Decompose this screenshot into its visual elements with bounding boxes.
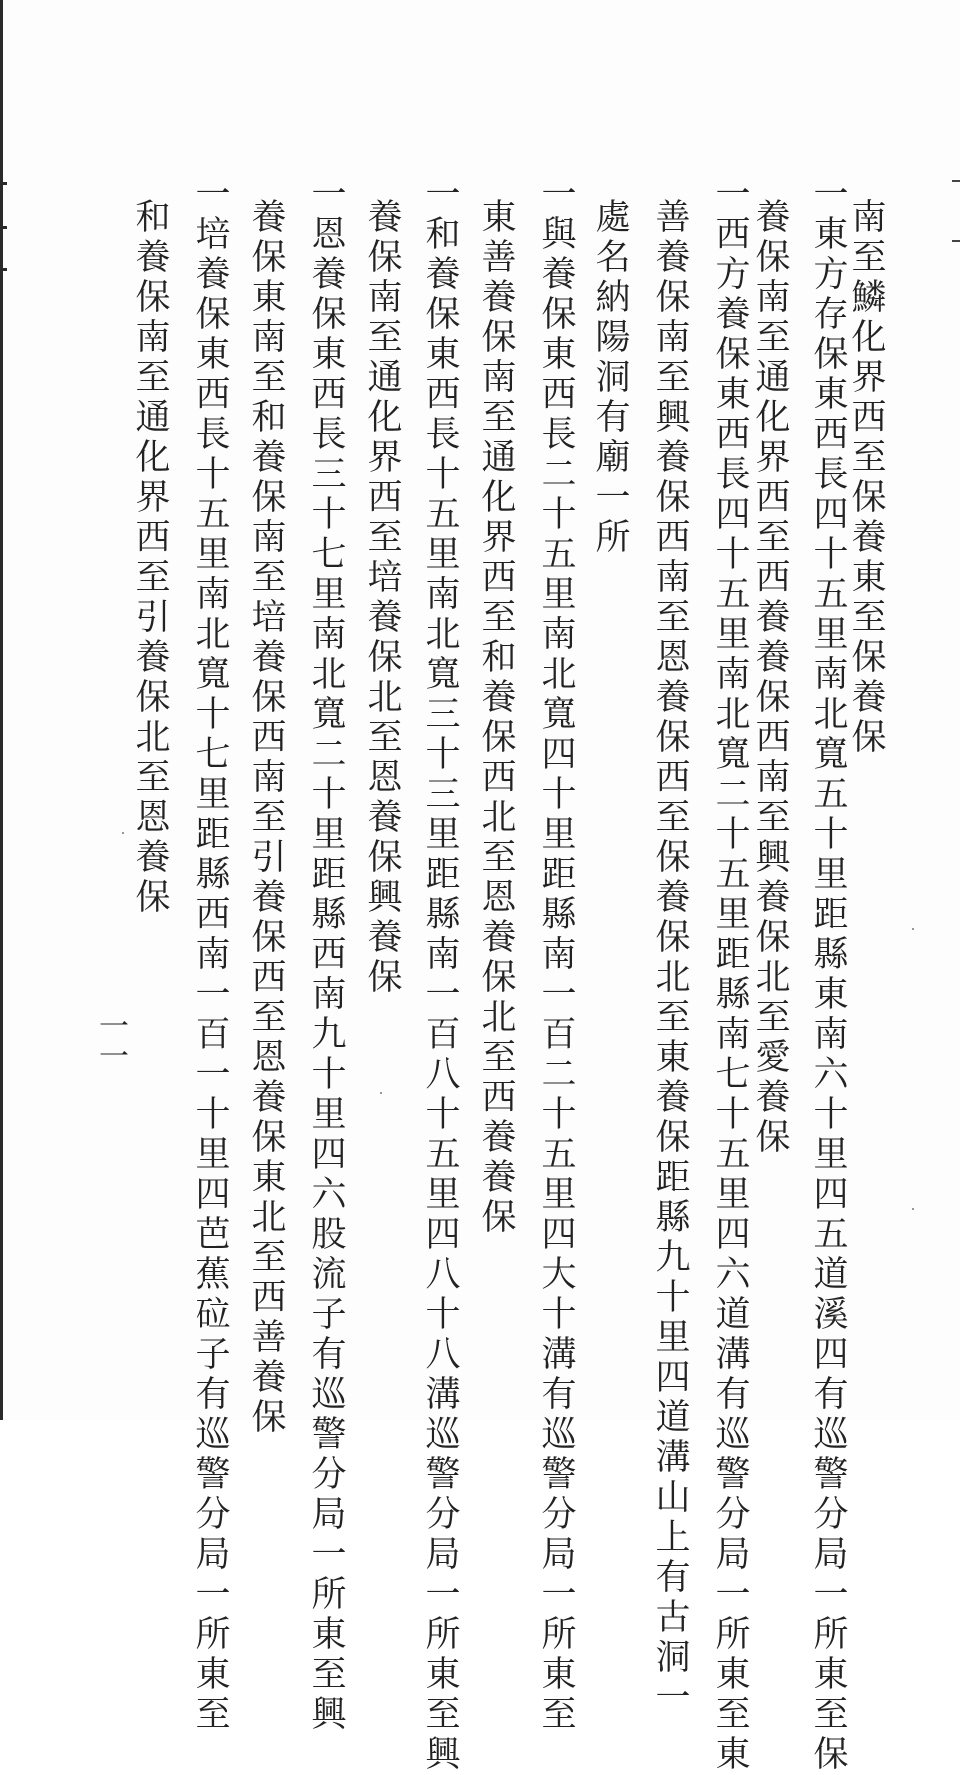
paper-speck	[380, 1092, 382, 1094]
text-column-7: 一與養保東西長二十五里南北寬四十里距縣南一百二十五里四大十溝有巡警分局一所東至	[536, 175, 576, 1735]
text-column-10: 養保南至通化界西至培養保北至恩養保興養保	[362, 198, 402, 998]
edge-mark	[952, 180, 960, 182]
text-column-3: 養保南至通化界西至西養養保西南至興養保北至愛養保	[750, 198, 790, 1158]
text-column-9: 一和養保東西長十五里南北寬三十三里距縣南一百八十五里四八十八溝巡警分局一所東至興	[420, 175, 460, 1775]
binding-mark	[3, 182, 7, 185]
text-column-11: 一恩養保東西長三十七里南北寬二十里距縣西南九十里四六股流子有巡警分局一所東至興	[306, 175, 346, 1735]
text-column-13: 一培養保東西長十五里南北寬十七里距縣西南一百一十里四芭蕉砬子有巡警分局一所東至	[190, 175, 230, 1735]
text-column-1: 南至鱗化界西至保養東至保養保	[846, 198, 886, 758]
text-column-6: 處名納陽洞有廟一所	[590, 198, 630, 558]
page-number: 一一	[93, 1010, 128, 1070]
page-binding-edge	[0, 0, 3, 1420]
text-column-5: 善養保南至興養保西南至恩養保西至保養保北至東養保距縣九十里四道溝山上有古洞一	[650, 198, 690, 1718]
text-column-12: 養保東南至和養保南至培養保西南至引養保西至恩養保東北至西善養保	[246, 198, 286, 1438]
binding-mark	[3, 226, 7, 229]
binding-mark	[3, 268, 7, 271]
paper-speck	[912, 928, 914, 930]
text-column-14: 和養保南至通化界西至引養保北至恩養保	[130, 198, 170, 918]
edge-mark	[952, 240, 960, 242]
text-column-8: 東善養保南至通化界西至和養保西北至恩養保北至西養養保	[476, 198, 516, 1238]
paper-speck	[912, 1208, 914, 1210]
paper-speck	[122, 832, 124, 834]
text-column-4: 一西方養保東西長四十五里南北寬二十五里距縣南七十五里四六道溝有巡警分局一所東至東	[710, 175, 750, 1775]
text-column-2: 一東方存保東西長四十五里南北寬五十里距縣東南六十里四五道溪四有巡警分局一所東至保	[808, 175, 848, 1775]
